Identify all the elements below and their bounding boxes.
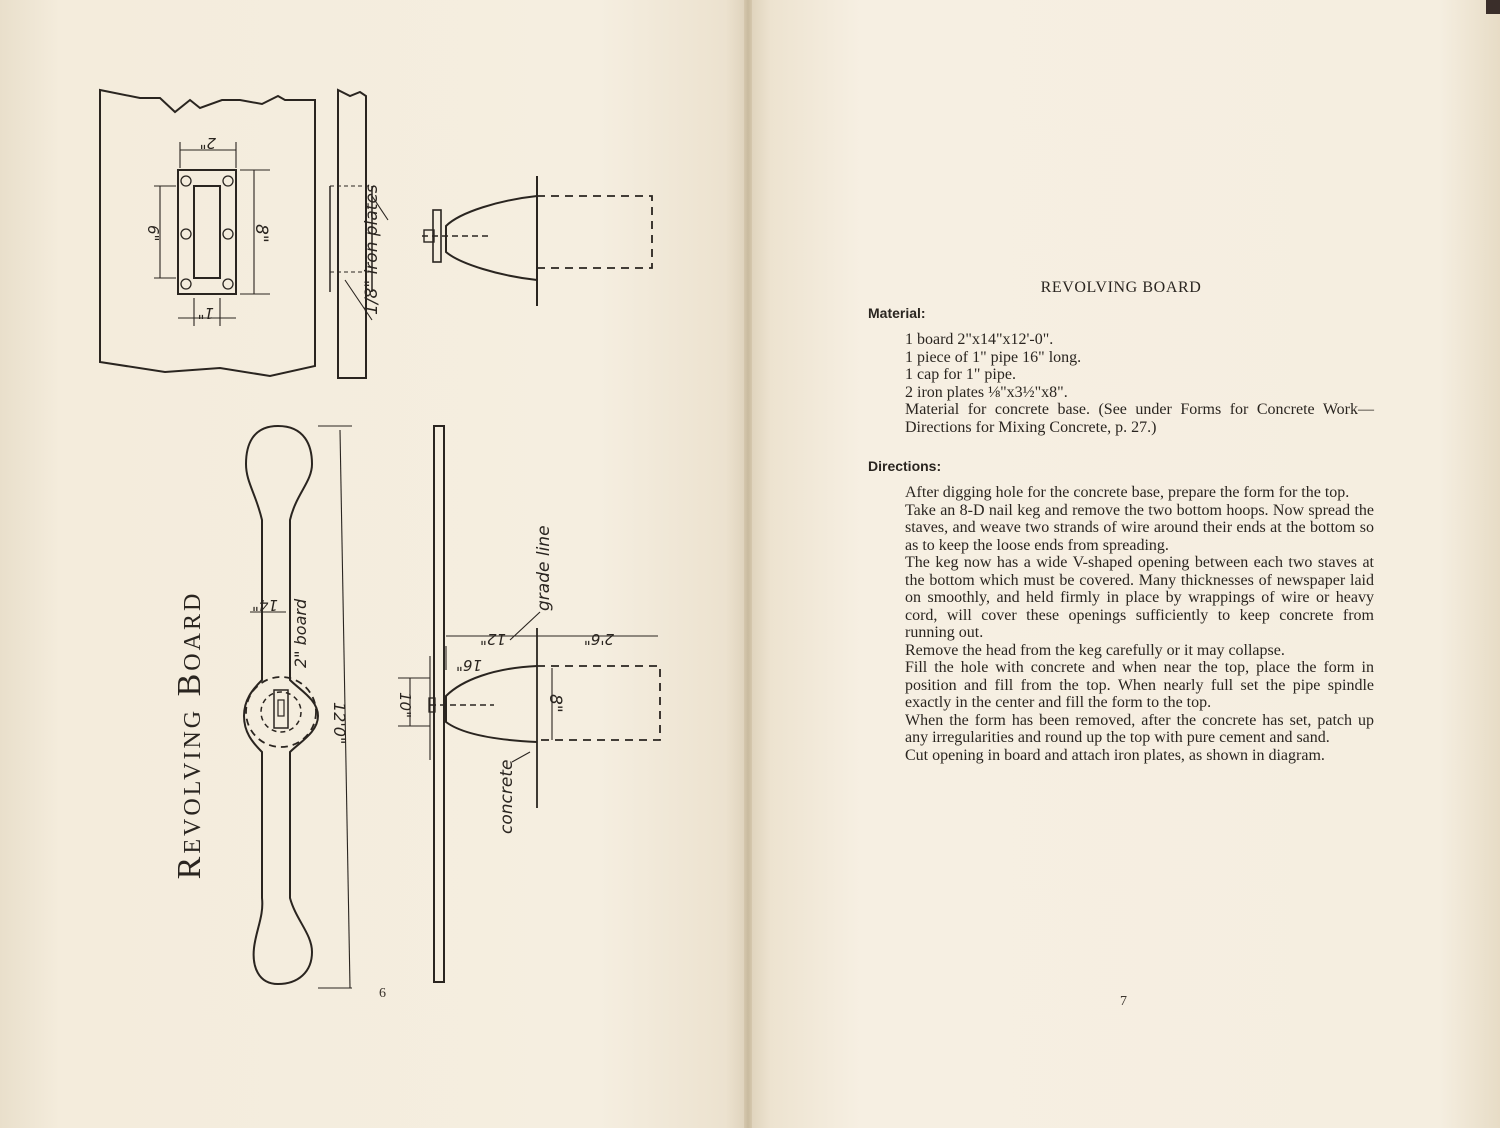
direction-paragraph: The keg now has a wide V-shaped opening between each two staves at the bottom which must be covered. Many thicknesses of newspaper laid on smoothly, and held firmly in place by wrappings of wire or heavy cord, will cover these openings sufficiently to keep concrete from running out. [905, 554, 1374, 641]
direction-paragraph: Take an 8-D nail keg and remove the two bottom hoops. Now spread the staves, and weave two strands of wire around their ends at the bottom so as to keep the loose ends from spreading. [905, 501, 1374, 554]
label-keg-top: 16" [456, 656, 482, 674]
direction-paragraph: When the form has been removed, after the concrete has set, patch up any irregularities and round up the top with pure cement and sand. [905, 711, 1374, 746]
direction-paragraph: Remove the head from the keg carefully or it may collapse. [905, 641, 1285, 659]
label-plate-bottom-width: 1" [197, 304, 214, 322]
material-item: 1 piece of 1" pipe 16" long. [905, 348, 1082, 366]
label-pipe-length: 10" [396, 692, 414, 718]
label-board-width: 14" [252, 596, 278, 614]
article-title: REVOLVING BOARD [1040, 279, 1202, 296]
iron-plate-outline [178, 170, 236, 294]
direction-paragraph: Cut opening in board and attach iron plates, as shown in diagram. [905, 746, 1325, 764]
post-dimension-lines [398, 612, 658, 760]
concrete-base-top [446, 196, 537, 280]
label-height-above: 2'6" [583, 630, 614, 648]
label-plate-outer-height: 8" [251, 224, 271, 243]
label-plate-inner-height: 6" [144, 225, 162, 242]
board-section-outline [100, 90, 315, 376]
material-item: 1 board 2"x14"x12'-0". [905, 331, 1054, 348]
material-item: Material for concrete base. (See under Forms for Concrete Work—Directions for Mixing Concrete, p. 27.) [905, 401, 1374, 436]
revolving-board-outline [244, 426, 318, 984]
page-edge-mark [1486, 0, 1500, 14]
label-keg-depth: 8" [545, 694, 565, 713]
revolving-board-diagram [0, 0, 748, 1128]
page-number-left: 6 [379, 986, 386, 1001]
material-heading: Material: [868, 305, 926, 321]
page-number-right: 7 [1120, 994, 1127, 1009]
label-concrete: concrete [497, 759, 517, 834]
materials-list [905, 331, 1374, 436]
direction-paragraph: Fill the hole with concrete and when near the top, place the form in position and fill from the top. When nearly full set the pipe spindle exactly in the center and fill the form to the top. [905, 659, 1374, 711]
directions-heading: Directions: [868, 458, 942, 474]
label-board-length: 12'0" [330, 702, 349, 745]
label-board-thickness: 2" board [291, 598, 310, 668]
plate-bolts [181, 176, 233, 289]
article [868, 279, 1374, 764]
label-plate-top-width: 2" [199, 134, 216, 152]
direction-paragraph: After digging hole for the concrete base, prepare the form for the top. [905, 484, 1350, 501]
material-item: 1 cap for 1" pipe. [905, 366, 1016, 383]
label-grade-line: grade line [534, 525, 554, 611]
plate-slot [194, 186, 220, 278]
vertical-drawing-title: Revolving Board [171, 590, 208, 880]
label-iron-plates: 1/8" iron plates [362, 184, 382, 315]
material-item: 2 iron plates ⅛"x3½"x8". [905, 383, 1068, 401]
label-keg-width: 12" [480, 630, 506, 648]
concrete-base-bottom [446, 666, 537, 742]
